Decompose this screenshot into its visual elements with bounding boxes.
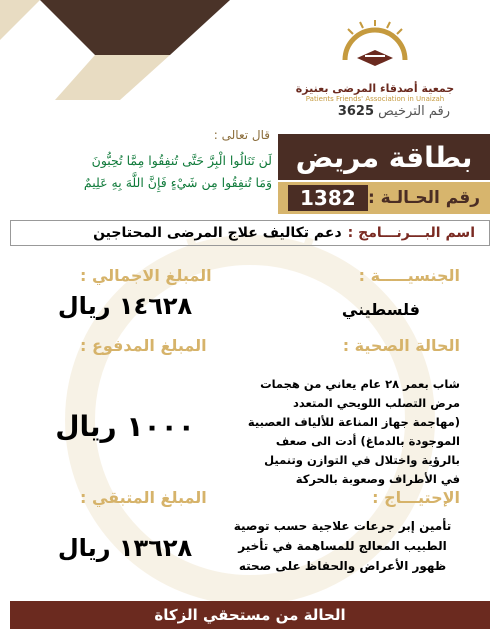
verse-intro: قال تعالى : [213, 128, 270, 142]
program-value: دعم تكاليف علاج المرضى المحتاجين [93, 225, 342, 241]
license-line [338, 104, 450, 119]
card-title: بطاقة مريض [278, 134, 490, 180]
need-text: تأمين إبر جرعات علاجية حسب توصية الطبيب المعالج للمساهمة في تأخير ظهور الأعراض والحفاظ على صحته [233, 519, 452, 573]
license-number: 3625 [337, 104, 375, 119]
paid-amount-label: المبلغ المدفوع : [80, 336, 207, 355]
total-amount-label: المبلغ الاجمالي : [80, 266, 212, 285]
remaining-amount-label: المبلغ المتبقي : [80, 488, 207, 507]
verse-line-2: وَمَا تُنفِقُوا مِن شَيْءٍ فَإِنَّ اللَّهَ بِهِ عَلِيمٌ [83, 175, 272, 190]
health-status-label: الحالة الصحية : [342, 336, 460, 355]
health-status-text: شاب بعمر ٢٨ عام يعاني من هجمات مرض التصلب اللويحي المتعدد (مهاجمة جهاز المناعة للألياف العصبية الموجودة بالدماغ) أدت الى صعف بالرؤية واختلال في التوازن وتنميل في الأطراف وصعوبة بالحركة [247, 377, 460, 486]
case-number-row [278, 182, 490, 214]
case-number-value: 1382 [288, 185, 368, 211]
handshake-logo-icon [335, 20, 415, 76]
paid-amount-value: ١٠٠٠ ريال [55, 410, 195, 443]
verse-line-1: لَن تَنَالُوا الْبِرَّ حَتَّى تُنفِقُوا مِمَّا تُحِبُّونَ [91, 153, 272, 168]
zakat-eligible-banner: الحالة من مستحقي الزكاة [10, 601, 490, 629]
license-label: رقم الترخيص [378, 104, 450, 119]
need-label: الإحتيـــاج : [372, 488, 460, 507]
total-amount-value: ١٤٦٢٨ ريال [57, 292, 193, 320]
quran-verse [7, 150, 272, 194]
corner-decoration [0, 0, 230, 120]
program-row [10, 220, 490, 246]
remaining-amount-value: ١٣٦٢٨ ريال [57, 534, 193, 562]
case-number-label: رقم الحـالـة : [367, 188, 480, 208]
association-logo [290, 20, 460, 103]
nationality-value: فلسطيني [341, 300, 420, 319]
nationality-label: الجنسيـــــة : [358, 266, 460, 285]
association-name-ar: جمعية أصدقاء المرضى بعنيزة [295, 82, 455, 95]
association-name-en: Patients Friends' Association in Unaizah [305, 95, 445, 103]
program-label: اسم البـــرنـــامج : [347, 225, 475, 241]
